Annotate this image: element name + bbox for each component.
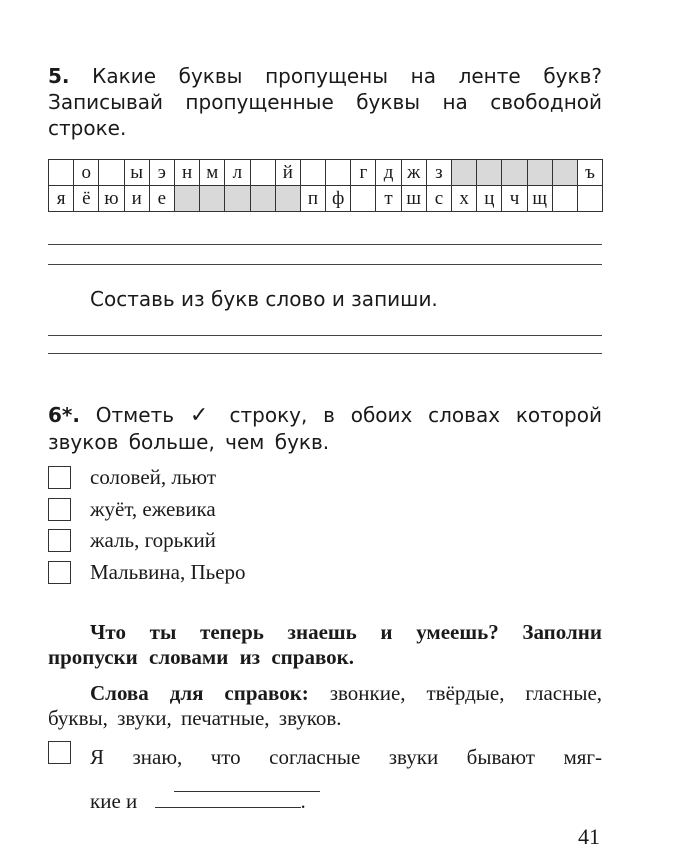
- strip-row-2-cell[interactable]: [577, 186, 602, 212]
- strip-row-2-cell: п: [300, 186, 325, 212]
- option-2-label: жуёт, ежевика: [90, 497, 216, 521]
- strip-row-1-cell[interactable]: [99, 160, 124, 186]
- strip-row-1-cell: ъ: [577, 160, 602, 186]
- option-3-label: жаль, горький: [90, 528, 216, 552]
- blank-guide-line: [174, 791, 320, 792]
- strip-row-2-cell[interactable]: [174, 186, 199, 212]
- strip-row-2-cell: х: [452, 186, 477, 212]
- option-4-checkbox[interactable]: [48, 561, 71, 584]
- strip-row-2-cell: е: [149, 186, 174, 212]
- answer-line-1[interactable]: [48, 244, 602, 245]
- strip-row-2-cell: ц: [477, 186, 502, 212]
- strip-row-1-cell: з: [426, 160, 451, 186]
- strip-row-2-cell[interactable]: [200, 186, 225, 212]
- strip-row-2-cell[interactable]: [250, 186, 275, 212]
- option-2-checkbox[interactable]: [48, 498, 71, 521]
- strip-row-2-cell: ё: [74, 186, 99, 212]
- answer-line-2[interactable]: [48, 264, 602, 265]
- strip-row-2-cell[interactable]: [225, 186, 250, 212]
- reference-list: звонкие, твёрдые, гласные, буквы, звуки, печатные, звуков.: [48, 681, 603, 730]
- strip-row-2-cell[interactable]: [275, 186, 300, 212]
- strip-row-1-cell[interactable]: [477, 160, 502, 186]
- task5-number: 5.: [48, 64, 70, 88]
- strip-row-2-cell: я: [49, 186, 74, 212]
- strip-row-1-cell[interactable]: [49, 160, 74, 186]
- task5-question: [48, 63, 602, 141]
- strip-row-1-cell: ы: [124, 160, 149, 186]
- statement-line-1: Я знаю, что согласные звуки бывают мяг-: [90, 745, 602, 769]
- strip-row-2-cell: с: [426, 186, 451, 212]
- strip-row-2-cell: т: [376, 186, 401, 212]
- strip-row-2-cell: ч: [502, 186, 527, 212]
- task6-question: [48, 402, 602, 455]
- strip-row-2-cell[interactable]: [552, 186, 577, 212]
- strip-row-2-cell: щ: [527, 186, 552, 212]
- summary-heading: Что ты теперь знаешь и умеешь? Заполни пропуски словами из справок.: [48, 620, 602, 669]
- strip-row-1-cell[interactable]: [502, 160, 527, 186]
- strip-row-1-cell: н: [174, 160, 199, 186]
- strip-row-1-cell[interactable]: [527, 160, 552, 186]
- strip-row-1-cell: г: [351, 160, 376, 186]
- strip-row-1-cell[interactable]: [326, 160, 351, 186]
- strip-row-1-cell[interactable]: [250, 160, 275, 186]
- statement-checkbox[interactable]: [48, 741, 71, 764]
- answer-line-4[interactable]: [48, 353, 602, 354]
- letter-strip: [48, 159, 603, 212]
- task5-question-text: Какие буквы пропущены на ленте букв? Записывай пропущенные буквы на свободной строке.: [48, 64, 602, 140]
- strip-row-2-cell: и: [124, 186, 149, 212]
- checkmark-icon: ✓: [189, 403, 214, 428]
- statement-line-2-text: кие и: [90, 789, 138, 813]
- letter-strip-row-2: [49, 186, 603, 212]
- task5-instruction-2: Составь из букв слово и запиши.: [90, 287, 438, 311]
- option-1-checkbox[interactable]: [48, 466, 71, 489]
- strip-row-1-cell: д: [376, 160, 401, 186]
- strip-row-2-cell: ш: [401, 186, 426, 212]
- strip-row-2-cell: ю: [99, 186, 124, 212]
- answer-line-3[interactable]: [48, 335, 602, 336]
- option-1-label: соловей, льют: [90, 465, 217, 489]
- strip-row-2-cell[interactable]: [351, 186, 376, 212]
- strip-row-1-cell[interactable]: [552, 160, 577, 186]
- strip-row-1-cell[interactable]: [452, 160, 477, 186]
- strip-row-1-cell: э: [149, 160, 174, 186]
- strip-row-1-cell: л: [225, 160, 250, 186]
- strip-row-1-cell: о: [74, 160, 99, 186]
- letter-strip-row-1: [49, 160, 603, 186]
- strip-row-1-cell: м: [200, 160, 225, 186]
- reference-label: Слова для справок:: [90, 681, 309, 705]
- strip-row-1-cell: й: [275, 160, 300, 186]
- page-number: 41: [578, 824, 600, 849]
- task6-number: 6*.: [48, 403, 80, 427]
- strip-row-1-cell[interactable]: [300, 160, 325, 186]
- task6-question-part2: строку, в обоих словах которой звуков больше, чем букв.: [48, 403, 602, 454]
- strip-row-1-cell: ж: [401, 160, 426, 186]
- task6-question-part1: Отметь: [95, 403, 175, 427]
- option-4-label: Мальвина, Пьеро: [90, 560, 246, 584]
- reference-words: [48, 681, 602, 731]
- strip-row-2-cell: ф: [326, 186, 351, 212]
- option-3-checkbox[interactable]: [48, 529, 71, 552]
- statement-end: .: [300, 789, 306, 813]
